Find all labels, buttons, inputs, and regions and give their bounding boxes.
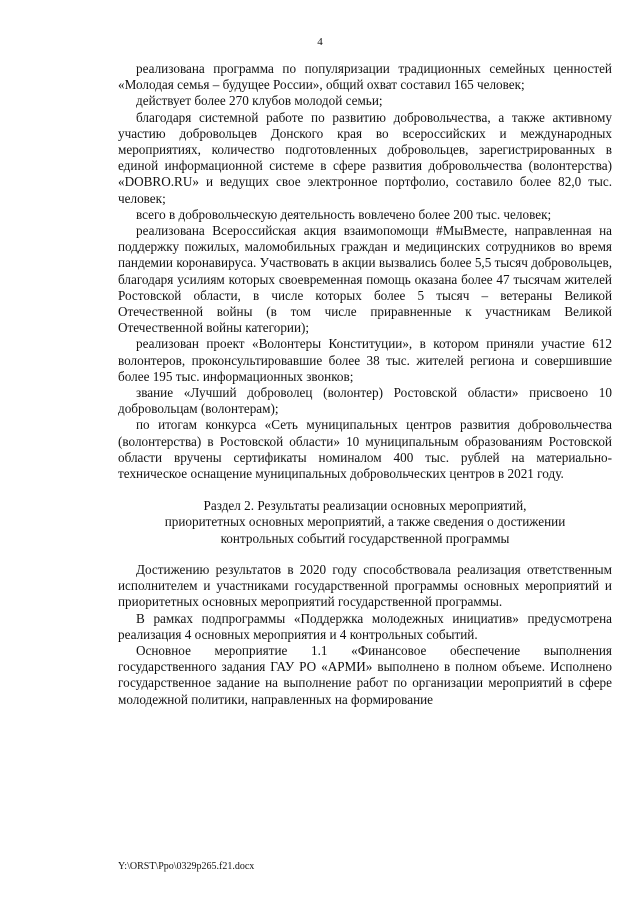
paragraph-family-clubs: действует более 270 клубов молодой семьи; [136, 93, 383, 109]
paragraph-volunteer-total: всего в добровольческую деятельность вовлечено более 200 тыс. человек; [136, 206, 552, 222]
paragraph-family-program: реализована программа по популяризации традиционных семейных ценностей «Молодая семья – будущее России», общий охват составил 165 человек; [118, 61, 612, 93]
paragraph-main-activity-1-1: Основное мероприятие 1.1 «Финансовое обеспечение выполнения государственного задания ГАУ РО «АРМИ» выполнено в полном объеме. Исполнено государственное задание на выполнение работ по организации мероприятий в сфере молодежной политики, направленных на формирование [118, 642, 612, 707]
paragraph-municipal-centers: по итогам конкурса «Сеть муниципальных центров развития добровольчества (волонтерства) в Ростовской области» 10 муниципальным образованиям Ростовской области вручены сертификаты номиналом 400 тыс. рублей на материально-техническое оснащение муниципальных добровольческих центров в 2021 году. [118, 417, 612, 482]
paragraph-subprogram-youth: В рамках подпрограммы «Поддержка молодежных инициатив» предусмотрена реализация 4 основных мероприятия и 4 контрольных событий. [118, 610, 612, 642]
paragraph-best-volunteer: звание «Лучший доброволец (волонтер) Ростовской области» присвоено 10 добровольцам (волонтерам); [118, 385, 612, 417]
section-heading-line: Раздел 2. Результаты реализации основных мероприятий, [203, 498, 527, 514]
footer-file-path: Y:\ORST\Ppo\0329p265.f21.docx [118, 861, 255, 872]
section-heading-line: приоритетных основных мероприятий, а также сведения о достижении [164, 514, 566, 530]
paragraph-constitution-volunteers: реализован проект «Волонтеры Конституции», в котором приняли участие 612 волонтеров, проконсультировавшие более 38 тыс. жителей региона и совершившие более 195 тыс. информационных звонков; [118, 336, 612, 384]
section-heading [118, 498, 612, 547]
document-body [118, 61, 612, 708]
section-heading-line: контрольных событий государственной программы [220, 530, 510, 546]
paragraph-results-achievement: Достижению результатов в 2020 году способствовала реализация ответственным исполнителем и участниками государственной программы основных мероприятий и приоритетных основных мероприятий государственной программы. [118, 561, 612, 610]
page-number: 4 [317, 36, 323, 48]
paragraph-volunteer-registration: благодаря системной работе по развитию добровольчества, а также активному участию добровольцев Донского края во всероссийских и международных мероприятиях, количество подготовленных добровольцев, зарегистрированных в единой информационной системе в сфере развития добровольчества (волонтерства) «DOBRO.RU» и ведущих свое электронное портфолио, составило более 82,0 тыс. человек; [118, 109, 612, 206]
paragraph-mivmeste-action: реализована Всероссийская акция взаимопомощи #МыВместе, направленная на поддержку пожилых, маломобильных граждан и медицинских сотрудников во время пандемии коронавируса. Участвовать в акции вызвались более 5,5 тысяч добровольцев, благодаря усилиям которых своевременная помощь оказана более 47 тысячам жителей Ростовской области, в числе которых более 5 тысяч – ветераны Великой Отечественной войны (в том числе приравненные к участникам Великой Отечественной войны категории); [118, 223, 612, 336]
